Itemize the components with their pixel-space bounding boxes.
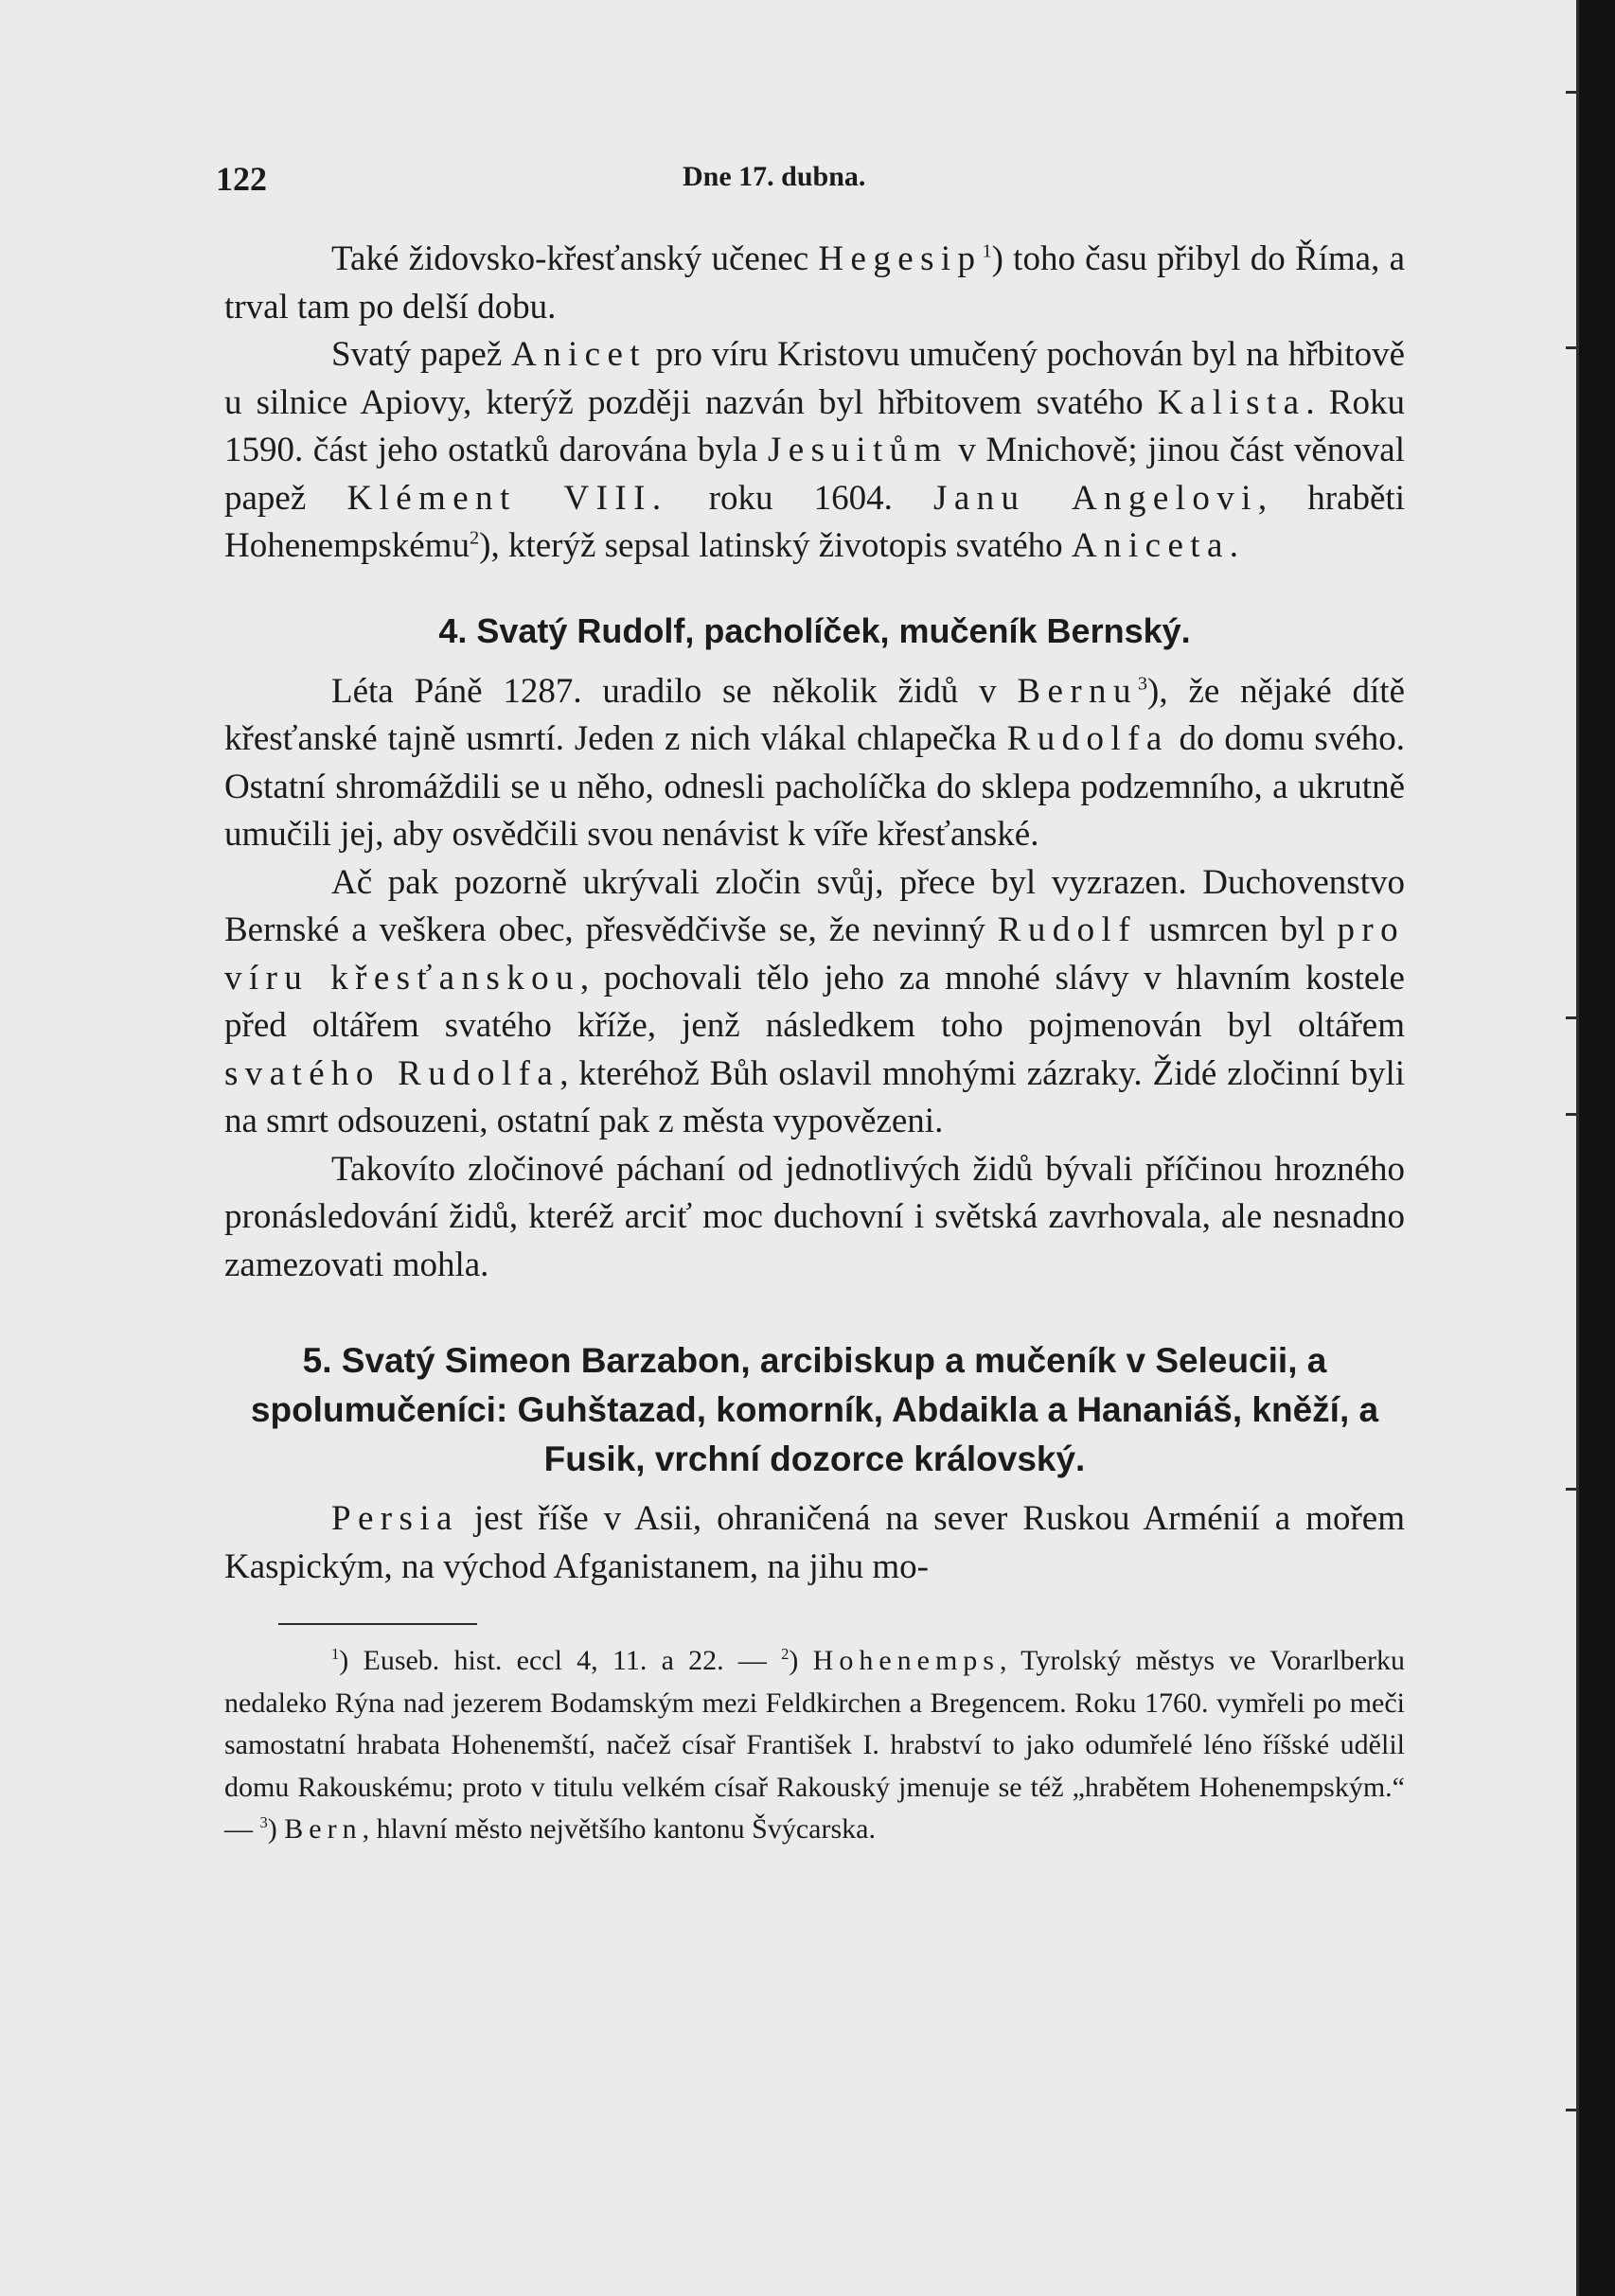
spaced-name: Persia <box>331 1499 459 1538</box>
footnote-divider <box>278 1623 477 1625</box>
spaced-name: Rudolfa <box>1006 719 1169 758</box>
spaced-name: Hohenemps <box>812 1645 1000 1676</box>
edge-tick <box>1566 1488 1579 1491</box>
spaced-phrase: svatého Rudolfa <box>224 1053 560 1093</box>
spaced-name: Klément VIII. <box>346 478 668 518</box>
edge-tick <box>1566 346 1579 349</box>
spaced-name: Rudolf <box>997 910 1137 949</box>
footnote-ref: 3 <box>1137 673 1148 695</box>
paragraph-rudolf-1: Léta Páně 1287. uradilo se několik židů v Bernu$^3$), že nějaké dítě křesťanské tajně usmrtí. Jeden z nich vlákal chlapečka Rudolfa do domu svého. Ostatní shromáždili se u něho, odnesli pacholíčka do sklepa podzemního, a ukrutně umučili jej, aby osvědčili svou nenávist k víře křesťanské. <box>224 671 1405 854</box>
spaced-name: Janu Angelovi <box>933 478 1258 518</box>
footnote-mark: 3 <box>259 1813 268 1831</box>
spaced-name: Hegesip <box>818 239 983 278</box>
footnote-ref: 2 <box>469 527 480 549</box>
section-5-heading: 5. Svatý Simeon Barzabon, arcibiskup a mučeník v Seleucii, a spolumučeníci: Guhštazad, komorník, Abdaikla a Hananiáš, kněží, a Fusik, vrchní dozorce královský. <box>250 1341 1379 1478</box>
edge-tick <box>1566 1016 1579 1019</box>
edge-tick <box>1566 2109 1579 2111</box>
section-4-heading: 4. Svatý Rudolf, pacholíček, mučeník Bernský. <box>438 610 1191 650</box>
page-edge-line <box>1576 0 1579 2296</box>
footnote-mark: 2 <box>781 1645 790 1663</box>
footnotes: $^1$) Euseb. hist. eccl 4, 11. a 22. — $^2$) Hohenemps, Tyrolský městys ve Vorarlberku nedaleko Rýna nad jezerem Bodamským mezi Feldkirchen a Bregencem. Roku 1760. vymřeli po meči samostatní hrabata Hohenemští, načež císař František I. hrabství to jako odumřelé léno říšské udělil domu Rakouskému; proto v titulu velkém císař Rakouský jmenuje se též „hrabětem Hohenempským.“ — $^3$) Bern, hlavní město největšího kantonu Švýcarska. <box>224 1645 1406 1845</box>
edge-tick <box>1566 1113 1579 1116</box>
edge-tick <box>1566 91 1579 94</box>
paragraph-rudolf-3: Takovíto zločinové páchaní od jednotlivých židů bývali příčinou hrozného pronásledování židů, kteréž arciť moc duchovní i světská zavrhovala, ale nesnadno zamezovati mohla. <box>224 1149 1405 1284</box>
spaced-name: Kalista <box>1157 382 1306 422</box>
spaced-name: Bernu <box>1017 671 1138 711</box>
paragraph-hegesip: Také židovsko-křesťanský učenec Hegesip$^1$) toho času přibyl do Říma, a trval tam po delší dobu. <box>224 239 1405 327</box>
spaced-name: Jesuitům <box>767 431 949 469</box>
paragraph-rudolf-2: Ač pak pozorně ukrývali zločin svůj, přece byl vyzrazen. Duchovenstvo Bernské a veškera obec, přesvědčivše se, že nevinný Rudolf usmrcen byl pro víru křesťanskou, pochovali tělo jeho za mnohé slávy v hlavním kostele před oltářem svatého kříže, jenž následkem toho pojmenován byl oltářem svatého Rudolfa, kteréhož Bůh oslavil mnohými zázraky. Židé zločinní byli na smrt odsouzeni, ostatní pak z města vypovězeni. <box>224 862 1406 1140</box>
spaced-name: Aniceta <box>1071 526 1230 565</box>
running-head: Dne 17. dubna. <box>683 161 866 192</box>
footnote-ref: 1 <box>982 240 992 262</box>
page-body <box>224 236 1405 1851</box>
spaced-name: Anicet <box>510 335 647 374</box>
page-header <box>216 159 1405 206</box>
footnote-mark: 1 <box>331 1645 340 1663</box>
spaced-name: Bern <box>284 1813 363 1845</box>
page-number: 122 <box>216 160 267 198</box>
paragraph-anicet: Svatý papež Anicet pro víru Kristovu umučený pochován byl na hřbitově u silnice Apiovy, kterýž později nazván byl hřbitovem svatého Kalista. Roku 1590. část jeho ostatků darována byla Jesuitům v Mnichově; jinou část věnoval papež Klément VIII. roku 1604. Janu Angelovi, hraběti Hohenempskému$^2$), kterýž sepsal latinský životopis svatého Aniceta. <box>224 335 1406 565</box>
spaced-phrase: pro víru křesťanskou <box>224 910 1405 998</box>
paragraph-persia: Persia jest říše v Asii, ohraničená na sever Ruskou Arménií a mořem Kaspickým, na východ Afganistanem, na jihu mo- <box>224 1499 1405 1586</box>
